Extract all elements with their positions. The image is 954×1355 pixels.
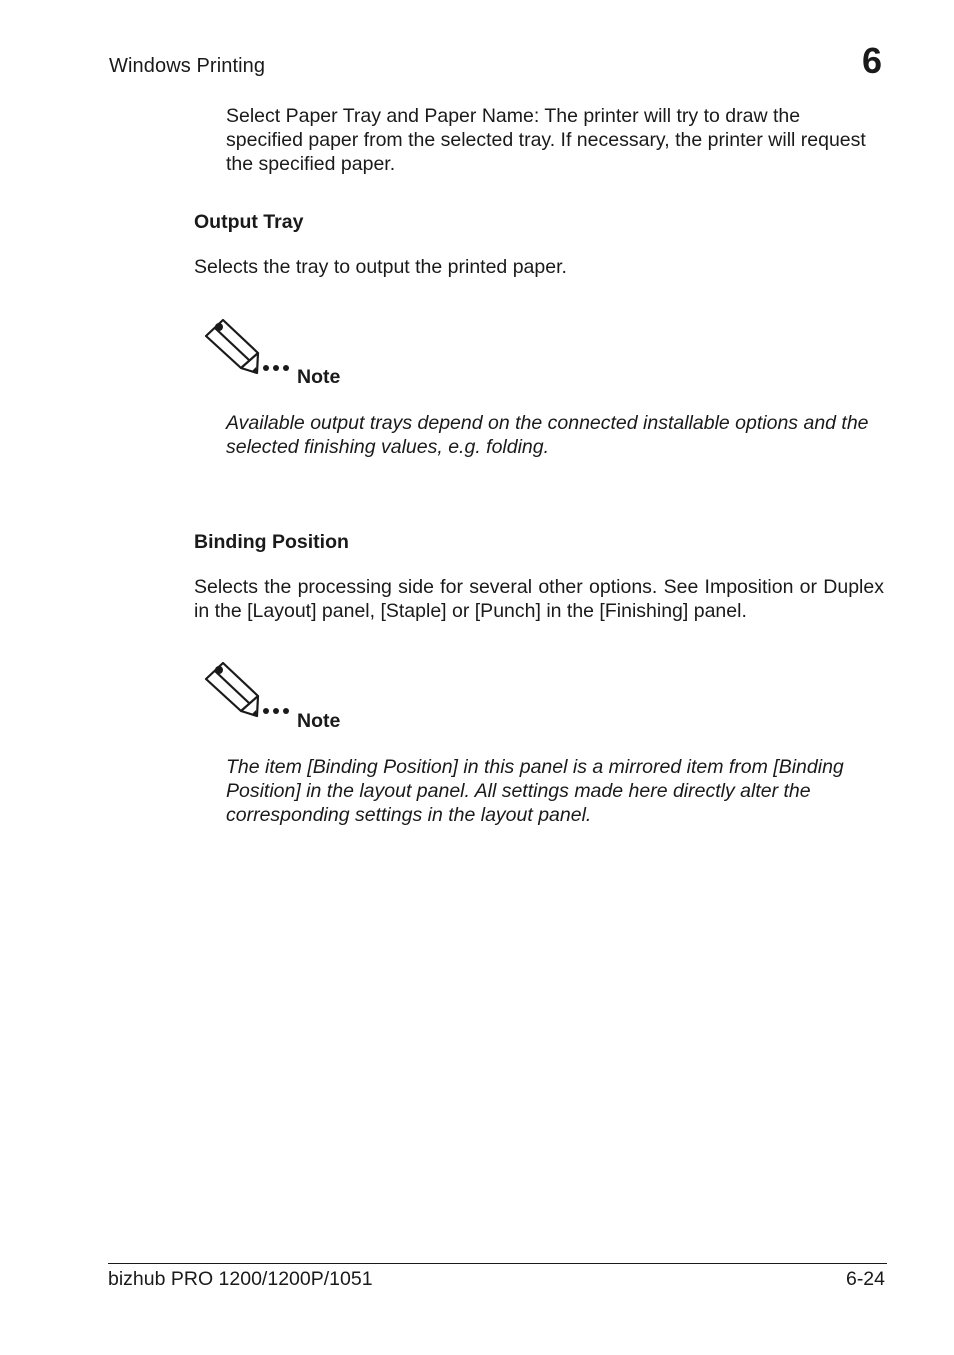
note-text-binding-position: The item [Binding Position] in this panel is a mirrored item from [Binding Position] in the layout panel. All settings made here directly alter the corresponding settings in the layout panel. (226, 756, 844, 826)
section-body-binding-position: Selects the processing side for several other options. See Imposition or Duplex in the [Layout] panel, [Staple] or [Punch] in the [Finishing] panel. (194, 576, 884, 622)
pencil-note-icon (203, 316, 293, 378)
footer-divider (108, 1263, 887, 1264)
section-heading-output-tray: Output Tray (194, 211, 304, 233)
chapter-number: 6 (862, 40, 883, 81)
note-text-output-tray: Available output trays depend on the connected installable options and the selected finishing values, e.g. folding. (226, 412, 869, 458)
footer-product-name: bizhub PRO 1200/1200P/1051 (108, 1268, 373, 1290)
note-label-output-tray: Note (297, 366, 341, 388)
pencil-note-icon (203, 659, 293, 721)
running-header-title: Windows Printing (109, 55, 266, 77)
intro-paragraph: Select Paper Tray and Paper Name: The printer will try to draw the specified paper from the selected tray. If necessary, the printer will request the specified paper. (226, 105, 866, 175)
footer-page-number: 6-24 (845, 1268, 885, 1290)
section-body-output-tray: Selects the tray to output the printed paper. (194, 256, 567, 278)
section-heading-binding-position: Binding Position (194, 531, 349, 553)
note-label-binding-position: Note (297, 710, 341, 732)
